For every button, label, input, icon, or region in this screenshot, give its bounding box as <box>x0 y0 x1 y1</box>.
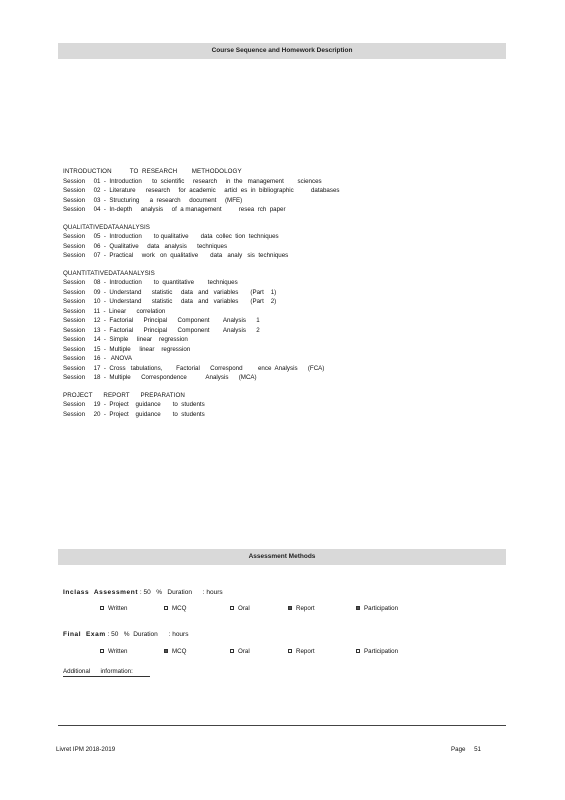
inclass-option-written[interactable]: Written <box>100 605 127 612</box>
checkbox-icon[interactable] <box>230 606 234 610</box>
session-line: Session 06 - Qualitative data analysis techniques <box>63 242 228 250</box>
footer-page-number <box>451 746 481 753</box>
section-qualitative <box>63 223 503 261</box>
page-number: 51 <box>474 746 481 753</box>
final-option-written[interactable]: Written <box>100 648 127 655</box>
session-line: Session 07 - Practical work on qualitative data analy sis techniques <box>63 252 289 259</box>
section-title: QUANTITATIVEDATAANALYSIS <box>63 269 155 277</box>
inclass-details: : 50 % Duration : hours <box>138 589 223 596</box>
section-quantitative <box>63 269 503 383</box>
checked-checkbox-icon[interactable] <box>356 606 360 610</box>
course-sequence-header: Course Sequence and Homework Description <box>58 43 506 59</box>
section-project-report <box>63 391 503 420</box>
course-sequence-content <box>63 167 503 419</box>
session-line: Session 09 - Understand statistic data and variables (Part 1) <box>63 288 277 296</box>
session-line: Session 16 - ANOVA <box>63 355 133 362</box>
session-line: Session 20 - Project guidance to students <box>63 410 205 418</box>
final-option-oral[interactable]: Oral <box>230 648 250 655</box>
session-line: Session 01 - Introduction to scientific research in the management sciences <box>63 177 322 185</box>
checked-checkbox-icon[interactable] <box>288 606 292 610</box>
checkbox-icon[interactable] <box>100 606 104 610</box>
session-line: Session 02 - Literature research for academic articl es in bibliographic databases <box>63 187 340 194</box>
footer-divider <box>58 725 506 726</box>
final-option-mcq[interactable]: MCQ <box>164 648 186 655</box>
checkbox-icon[interactable] <box>356 649 360 653</box>
assessment-methods-header: Assessment Methods <box>58 549 506 565</box>
final-exam-details: : 50 % Duration : hours <box>105 631 189 638</box>
session-line: Session 18 - Multiple Correspondence Analysis (MCA) <box>63 374 257 381</box>
inclass-label: Inclass Assessment <box>63 589 139 596</box>
section-introduction <box>63 167 503 215</box>
checkbox-icon[interactable] <box>288 649 292 653</box>
section-title: PROJECT REPORT PREPARATION <box>63 391 185 399</box>
checkbox-icon[interactable] <box>164 606 168 610</box>
checkbox-icon[interactable] <box>230 649 234 653</box>
inclass-assessment-line <box>63 589 223 596</box>
session-line: Session 15 - Multiple linear regression <box>63 345 191 353</box>
session-line: Session 11 - Linear correlation <box>63 307 166 315</box>
checked-checkbox-icon[interactable] <box>164 649 168 653</box>
section-title: QUALITATIVEDATAANALYSIS <box>63 223 150 231</box>
inclass-option-participation[interactable]: Participation <box>356 605 398 612</box>
session-line: Session 13 - Factorial Principal Component Analysis 2 <box>63 326 260 334</box>
inclass-option-mcq[interactable]: MCQ <box>164 605 186 612</box>
checkbox-icon[interactable] <box>100 649 104 653</box>
session-line: Session 19 - Project guidance to students <box>63 401 205 408</box>
page-label: Page <box>451 746 466 753</box>
inclass-option-report[interactable]: Report <box>288 605 315 612</box>
session-line: Session 17 - Cross tabulations, Factorial Correspond ence Analysis (FCA) <box>63 364 325 372</box>
final-option-participation[interactable]: Participation <box>356 648 398 655</box>
session-line: Session 08 - Introduction to quantitative techniques <box>63 279 238 286</box>
session-line: Session 05 - Introduction to qualitative data collec tion techniques <box>63 233 279 240</box>
session-line: Session 03 - Structuring a research document (MFE) <box>63 196 243 204</box>
additional-information-label: Additional information: <box>63 668 151 675</box>
section-title: INTRODUCTION TO RESEARCH METHODOLOGY <box>63 168 242 175</box>
session-line: Session 12 - Factorial Principal Component Analysis 1 <box>63 317 260 324</box>
session-line: Session 10 - Understand statistic data and variables (Part 2) <box>63 298 277 305</box>
session-line: Session 14 - Simple linear regression <box>63 336 188 343</box>
footer-document-title: Livret IPM 2018-2019 <box>56 746 116 753</box>
final-option-report[interactable]: Report <box>288 648 315 655</box>
session-line: Session 04 - In-depth analysis of a management resea rch paper <box>63 206 286 213</box>
inclass-option-oral[interactable]: Oral <box>230 605 250 612</box>
final-exam-label: Final Exam <box>63 631 106 638</box>
final-exam-line <box>63 631 188 638</box>
